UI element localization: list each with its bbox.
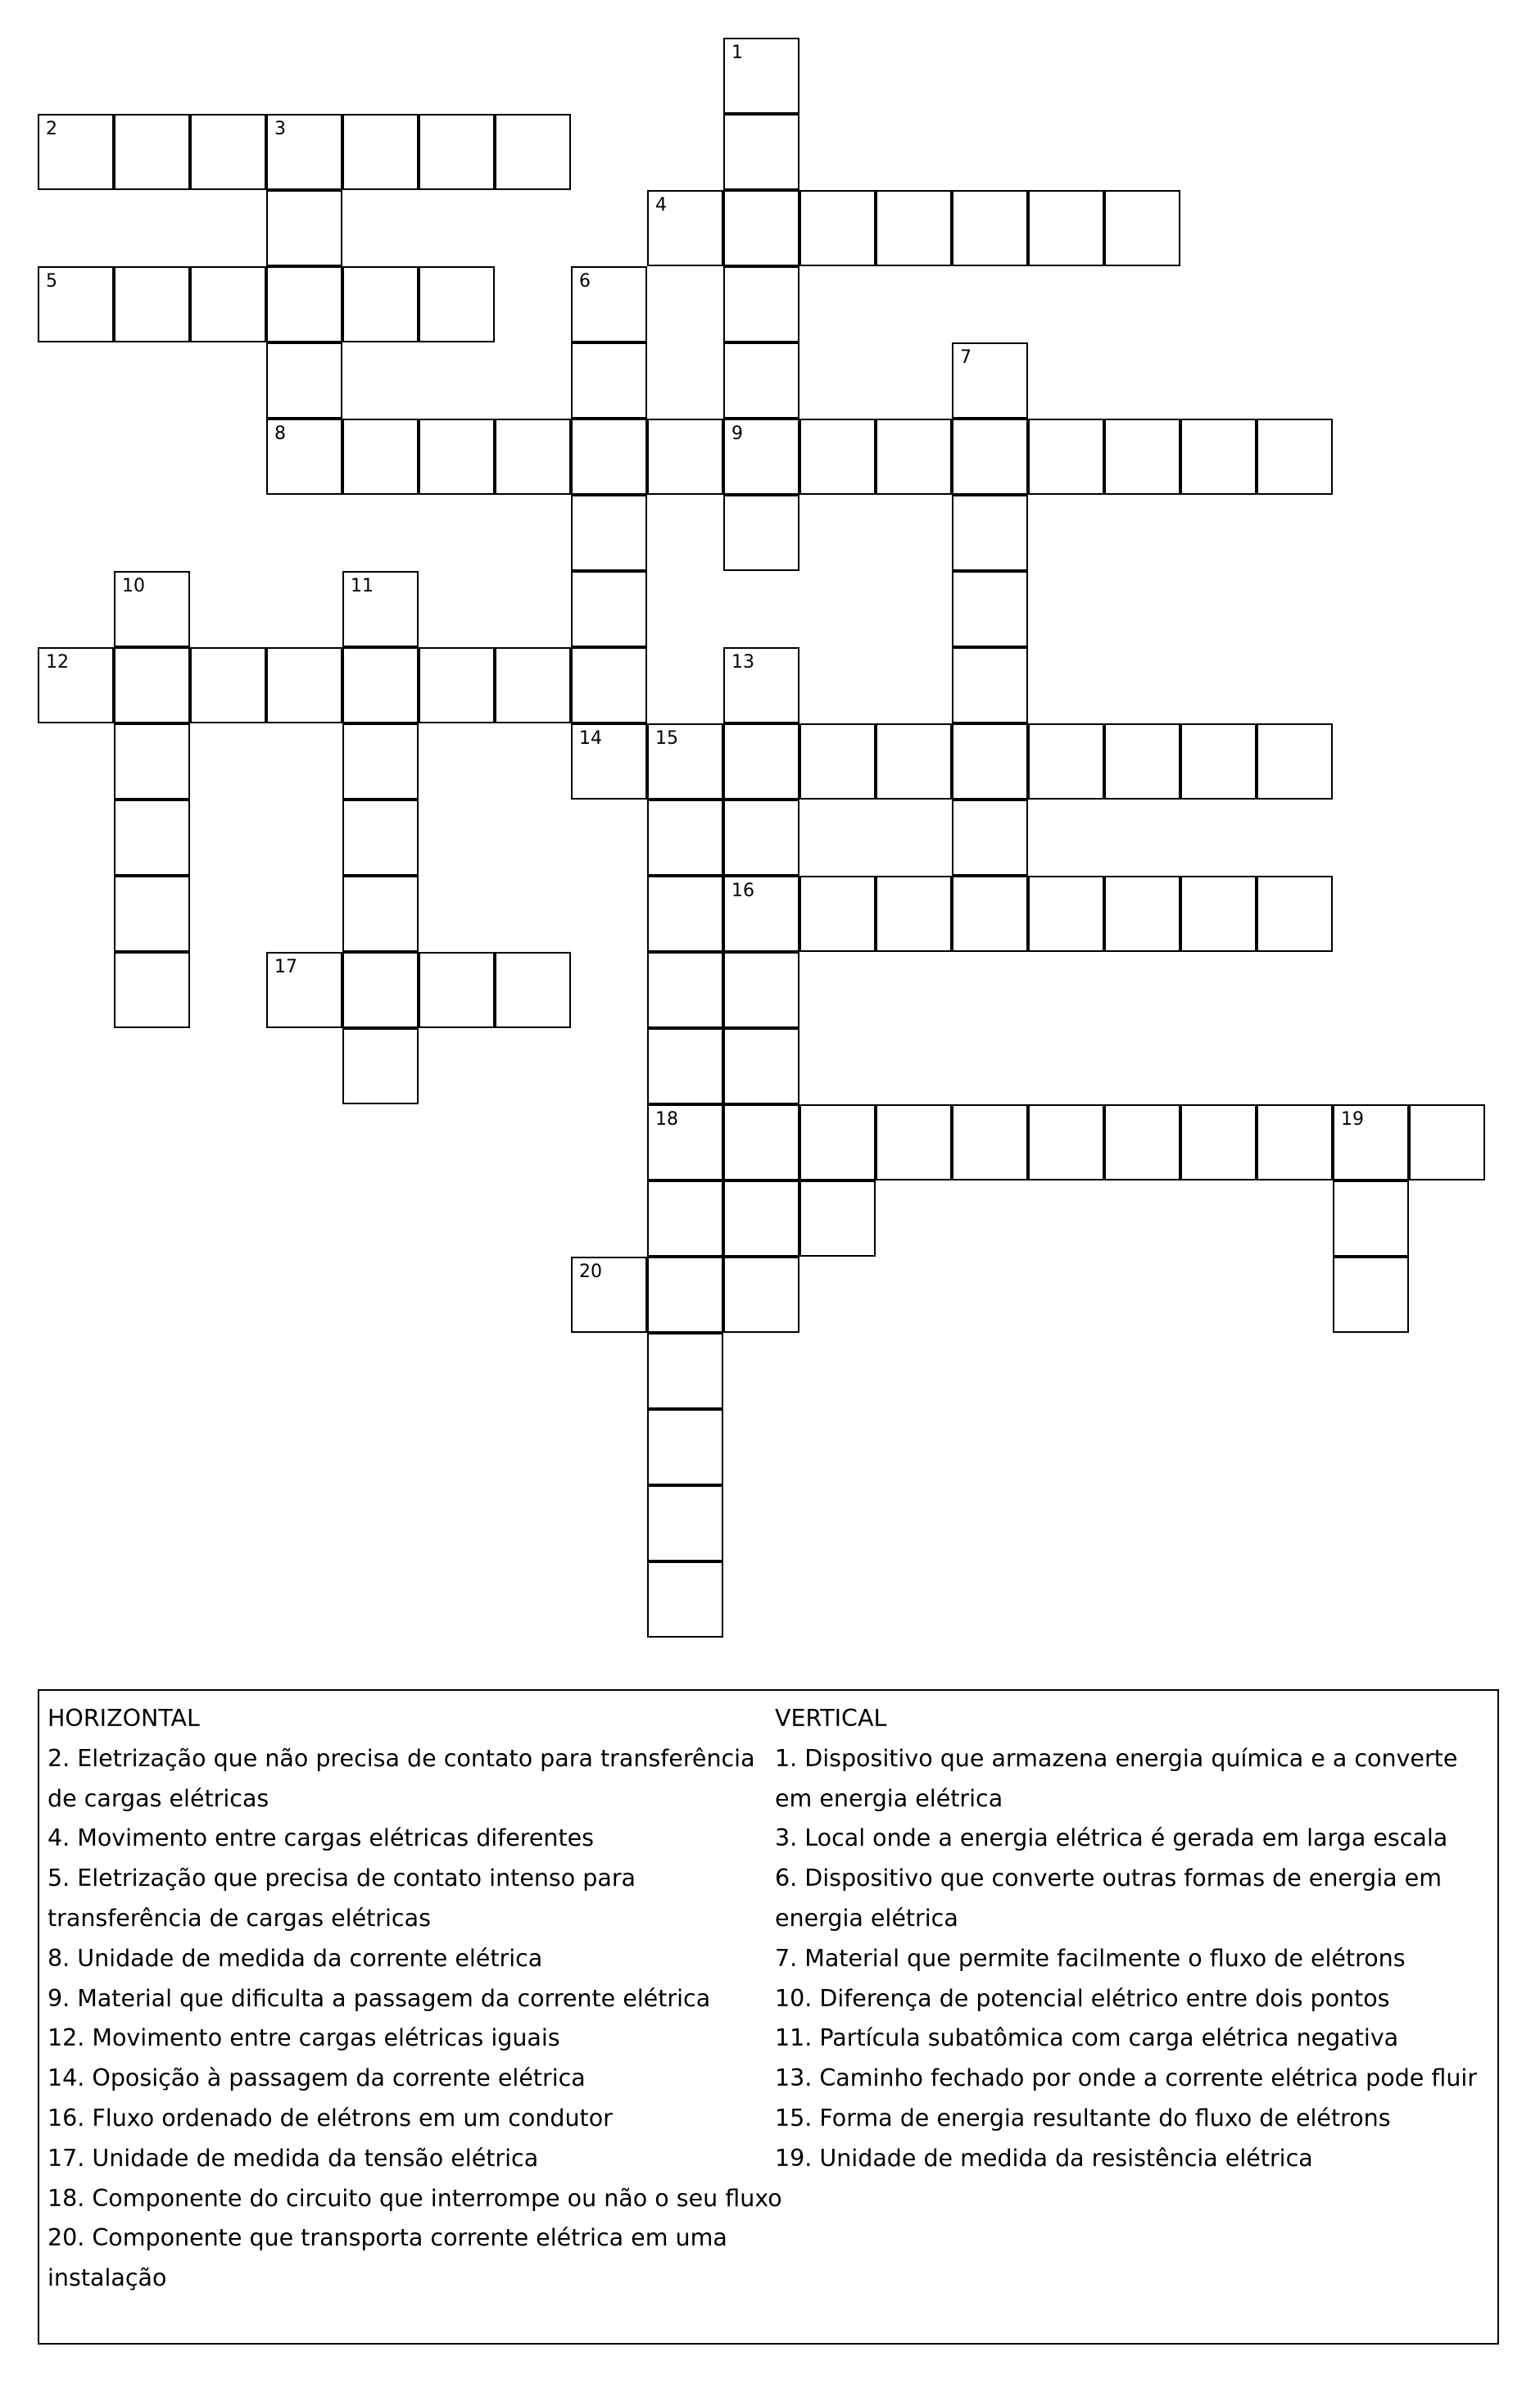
clue-v-19: 19. Unidade de medida da resistência elétrica bbox=[775, 2144, 1313, 2172]
grid-cell[interactable] bbox=[190, 266, 266, 342]
horizontal-clues bbox=[48, 1699, 785, 2299]
grid-cell[interactable] bbox=[1257, 419, 1333, 495]
vertical-heading: VERTICAL bbox=[775, 1705, 887, 1732]
grid-cell[interactable] bbox=[1028, 723, 1104, 800]
grid-cell[interactable] bbox=[723, 1104, 799, 1180]
grid-cell[interactable] bbox=[952, 647, 1028, 723]
clue-h-8: 8. Unidade de medida da corrente elétrica bbox=[48, 1944, 543, 1972]
grid-cell[interactable] bbox=[114, 876, 190, 952]
grid-cell[interactable] bbox=[647, 1180, 723, 1257]
grid-cell[interactable] bbox=[1257, 723, 1333, 800]
grid-cell[interactable] bbox=[571, 571, 647, 647]
clue-number: 2 bbox=[46, 119, 57, 139]
grid-cell[interactable] bbox=[495, 419, 571, 495]
grid-cell[interactable] bbox=[1409, 1104, 1485, 1180]
clue-number: 16 bbox=[732, 881, 754, 901]
grid-cell[interactable] bbox=[952, 876, 1028, 952]
clue-number: 6 bbox=[579, 271, 591, 292]
clue-number: 19 bbox=[1341, 1109, 1364, 1130]
grid-cell[interactable] bbox=[114, 571, 190, 647]
grid-cell[interactable] bbox=[114, 114, 190, 190]
grid-cell[interactable] bbox=[114, 952, 190, 1028]
grid-cell[interactable] bbox=[1257, 1104, 1333, 1180]
clue-v-11: 11. Partícula subatômica com carga elétrica negativa bbox=[775, 2024, 1399, 2052]
grid-cell[interactable] bbox=[1333, 1104, 1409, 1180]
grid-cell[interactable] bbox=[114, 800, 190, 876]
grid-cell[interactable] bbox=[723, 266, 799, 342]
grid-cell[interactable] bbox=[723, 876, 799, 952]
grid-cell[interactable] bbox=[723, 723, 799, 800]
grid-cell[interactable] bbox=[723, 1028, 799, 1104]
clue-v-10: 10. Diferença de potencial elétrico entre dois pontos bbox=[775, 1984, 1390, 2012]
grid-cell[interactable] bbox=[1104, 876, 1180, 952]
clue-number: 18 bbox=[655, 1109, 678, 1130]
grid-cell[interactable] bbox=[571, 419, 647, 495]
grid-cell[interactable] bbox=[647, 1028, 723, 1104]
grid-cell[interactable] bbox=[419, 266, 495, 342]
grid-cell[interactable] bbox=[1028, 876, 1104, 952]
grid-cell[interactable] bbox=[495, 114, 571, 190]
grid-cell[interactable] bbox=[1180, 419, 1257, 495]
grid-cell[interactable] bbox=[647, 1409, 723, 1485]
grid-cell[interactable] bbox=[723, 1257, 799, 1333]
grid-cell[interactable] bbox=[952, 190, 1028, 266]
grid-cell[interactable] bbox=[266, 419, 342, 495]
clue-number: 15 bbox=[655, 728, 678, 749]
grid-cell[interactable] bbox=[723, 38, 799, 114]
clue-v-6: 6. Dispositivo que converte outras formas de energia em energia elétrica bbox=[775, 1865, 1442, 1932]
grid-cell[interactable] bbox=[419, 647, 495, 723]
clue-v-7: 7. Material que permite facilmente o fluxo de elétrons bbox=[775, 1944, 1406, 1972]
vertical-clues bbox=[775, 1699, 1496, 2179]
clue-number: 1 bbox=[732, 43, 743, 63]
grid-cell[interactable] bbox=[419, 114, 495, 190]
clue-number: 20 bbox=[579, 1262, 602, 1282]
clues-box bbox=[38, 1689, 1499, 2345]
grid-cell[interactable] bbox=[647, 876, 723, 952]
grid-cell[interactable] bbox=[952, 800, 1028, 876]
clue-h-2: 2. Eletrização que não precisa de contato para transferência de cargas elétricas bbox=[48, 1744, 755, 1812]
grid-cell[interactable] bbox=[952, 419, 1028, 495]
grid-cell[interactable] bbox=[266, 952, 342, 1028]
clue-number: 17 bbox=[274, 957, 297, 977]
clue-h-9: 9. Material que dificulta a passagem da corrente elétrica bbox=[48, 1984, 711, 2012]
grid-cell[interactable] bbox=[952, 723, 1028, 800]
grid-cell[interactable] bbox=[419, 419, 495, 495]
grid-cell[interactable] bbox=[799, 1104, 876, 1180]
grid-cell[interactable] bbox=[342, 571, 419, 647]
grid-cell[interactable] bbox=[1333, 1180, 1409, 1257]
clue-number: 7 bbox=[960, 347, 972, 368]
grid-cell[interactable] bbox=[799, 723, 876, 800]
clue-number: 8 bbox=[274, 424, 286, 444]
grid-cell[interactable] bbox=[723, 800, 799, 876]
clue-h-4: 4. Movimento entre cargas elétricas diferentes bbox=[48, 1824, 595, 1852]
grid-cell[interactable] bbox=[647, 723, 723, 800]
grid-cell[interactable] bbox=[723, 342, 799, 419]
clue-number: 13 bbox=[732, 652, 754, 673]
grid-cell[interactable] bbox=[876, 723, 952, 800]
grid-cell[interactable] bbox=[114, 647, 190, 723]
grid-cell[interactable] bbox=[723, 495, 799, 571]
grid-cell[interactable] bbox=[723, 1180, 799, 1257]
grid-cell[interactable] bbox=[876, 419, 952, 495]
grid-cell[interactable] bbox=[1180, 1104, 1257, 1180]
grid-cell[interactable] bbox=[647, 1257, 723, 1333]
grid-cell[interactable] bbox=[495, 952, 571, 1028]
grid-cell[interactable] bbox=[647, 800, 723, 876]
grid-cell[interactable] bbox=[1028, 190, 1104, 266]
clue-h-17: 17. Unidade de medida da tensão elétrica bbox=[48, 2144, 539, 2172]
clue-h-5: 5. Eletrização que precisa de contato intenso para transferência de cargas elétricas bbox=[48, 1865, 636, 1932]
grid-cell[interactable] bbox=[1028, 1104, 1104, 1180]
grid-cell[interactable] bbox=[266, 647, 342, 723]
clue-number: 5 bbox=[46, 271, 57, 292]
grid-cell[interactable] bbox=[723, 952, 799, 1028]
grid-cell[interactable] bbox=[799, 876, 876, 952]
grid-cell[interactable] bbox=[342, 419, 419, 495]
grid-cell[interactable] bbox=[419, 952, 495, 1028]
clue-number: 4 bbox=[655, 195, 667, 215]
clue-h-14: 14. Oposição à passagem da corrente elétrica bbox=[48, 2064, 586, 2092]
grid-cell[interactable] bbox=[114, 723, 190, 800]
grid-cell[interactable] bbox=[1104, 190, 1180, 266]
grid-cell[interactable] bbox=[723, 190, 799, 266]
grid-cell[interactable] bbox=[1180, 876, 1257, 952]
grid-cell[interactable] bbox=[876, 876, 952, 952]
grid-cell[interactable] bbox=[1104, 723, 1180, 800]
grid-cell[interactable] bbox=[571, 1257, 647, 1333]
grid-cell[interactable] bbox=[190, 647, 266, 723]
grid-cell[interactable] bbox=[647, 1485, 723, 1561]
grid-cell[interactable] bbox=[342, 647, 419, 723]
grid-cell[interactable] bbox=[952, 1104, 1028, 1180]
grid-cell[interactable] bbox=[952, 342, 1028, 419]
grid-cell[interactable] bbox=[266, 114, 342, 190]
grid-cell[interactable] bbox=[952, 571, 1028, 647]
grid-cell[interactable] bbox=[342, 876, 419, 952]
grid-cell[interactable] bbox=[495, 647, 571, 723]
grid-cell[interactable] bbox=[38, 266, 114, 342]
grid-cell[interactable] bbox=[723, 647, 799, 723]
clue-v-3: 3. Local onde a energia elétrica é gerada em larga escala bbox=[775, 1824, 1448, 1852]
grid-cell[interactable] bbox=[190, 114, 266, 190]
clue-number: 12 bbox=[46, 652, 69, 673]
grid-cell[interactable] bbox=[647, 1333, 723, 1409]
grid-cell[interactable] bbox=[1104, 1104, 1180, 1180]
grid-cell[interactable] bbox=[723, 419, 799, 495]
clue-h-12: 12. Movimento entre cargas elétricas iguais bbox=[48, 2024, 560, 2052]
grid-cell[interactable] bbox=[38, 647, 114, 723]
grid-cell[interactable] bbox=[723, 114, 799, 190]
grid-cell[interactable] bbox=[876, 1104, 952, 1180]
grid-cell[interactable] bbox=[342, 114, 419, 190]
grid-cell[interactable] bbox=[114, 266, 190, 342]
clue-number: 14 bbox=[579, 728, 602, 749]
grid-cell[interactable] bbox=[1028, 419, 1104, 495]
grid-cell[interactable] bbox=[1180, 723, 1257, 800]
grid-cell[interactable] bbox=[571, 342, 647, 419]
grid-cell[interactable] bbox=[799, 419, 876, 495]
clue-h-20: 20. Componente que transporta corrente elétrica em uma instalação bbox=[48, 2224, 727, 2292]
grid-cell[interactable] bbox=[952, 495, 1028, 571]
clue-number: 10 bbox=[122, 576, 145, 596]
grid-cell[interactable] bbox=[647, 1561, 723, 1638]
grid-cell[interactable] bbox=[1104, 419, 1180, 495]
grid-cell[interactable] bbox=[571, 723, 647, 800]
clue-number: 11 bbox=[351, 576, 374, 596]
grid-cell[interactable] bbox=[1333, 1257, 1409, 1333]
clue-number: 3 bbox=[274, 119, 286, 139]
grid-cell[interactable] bbox=[342, 266, 419, 342]
grid-cell[interactable] bbox=[342, 723, 419, 800]
grid-cell[interactable] bbox=[876, 190, 952, 266]
grid-cell[interactable] bbox=[266, 342, 342, 419]
grid-cell[interactable] bbox=[571, 495, 647, 571]
grid-cell[interactable] bbox=[647, 1104, 723, 1180]
grid-cell[interactable] bbox=[799, 1180, 876, 1257]
grid-cell[interactable] bbox=[266, 266, 342, 342]
grid-cell[interactable] bbox=[647, 952, 723, 1028]
grid-cell[interactable] bbox=[1257, 876, 1333, 952]
grid-cell[interactable] bbox=[647, 190, 723, 266]
grid-cell[interactable] bbox=[266, 190, 342, 266]
grid-cell[interactable] bbox=[799, 190, 876, 266]
clue-h-18: 18. Componente do circuito que interrompe ou não o seu fluxo bbox=[48, 2184, 782, 2212]
clue-v-15: 15. Forma de energia resultante do fluxo de elétrons bbox=[775, 2104, 1391, 2132]
grid-cell[interactable] bbox=[647, 419, 723, 495]
clue-number: 9 bbox=[732, 424, 743, 444]
clue-v-1: 1. Dispositivo que armazena energia química e a converte em energia elétrica bbox=[775, 1744, 1458, 1812]
grid-cell[interactable] bbox=[342, 1028, 419, 1104]
horizontal-heading: HORIZONTAL bbox=[48, 1705, 200, 1732]
grid-cell[interactable] bbox=[571, 266, 647, 342]
grid-cell[interactable] bbox=[38, 114, 114, 190]
grid-cell[interactable] bbox=[342, 952, 419, 1028]
clue-h-16: 16. Fluxo ordenado de elétrons em um condutor bbox=[48, 2104, 613, 2132]
grid-cell[interactable] bbox=[342, 800, 419, 876]
grid-cell[interactable] bbox=[571, 647, 647, 723]
clue-v-13: 13. Caminho fechado por onde a corrente elétrica pode fluir bbox=[775, 2064, 1478, 2092]
